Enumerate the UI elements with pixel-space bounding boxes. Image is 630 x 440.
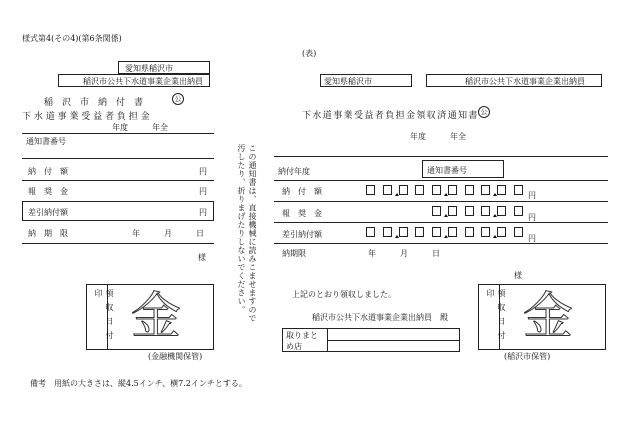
- left-row-unit: 円: [199, 187, 207, 196]
- digit-box: [497, 185, 506, 195]
- right-keep-note: (稲沢市保管): [504, 352, 551, 361]
- right-table-top: [274, 156, 608, 157]
- right-row-unit: 円: [528, 213, 536, 222]
- machine-read-note: この通知書は、直接機械に読みこませますので汚したり、折りまげたりしないでください。: [237, 144, 257, 323]
- right-table-line: [274, 201, 608, 202]
- comma-marker: [444, 193, 448, 196]
- digit-box: [448, 185, 457, 195]
- right-pref-city-box: [320, 74, 412, 87]
- right-year-label: 年度 年全: [410, 132, 466, 141]
- left-row-unit: 円: [199, 167, 207, 176]
- addressee: 稲沢市公共下水道事業企業出納員 殿: [312, 313, 448, 322]
- left-stamp-label: 領収日付印: [94, 289, 114, 345]
- right-table-bottom: [274, 243, 608, 244]
- right-table-line: [274, 180, 608, 181]
- right-issuer-box: [426, 74, 602, 87]
- digit-box: [514, 206, 523, 216]
- left-sama: 様: [198, 253, 206, 262]
- digit-box: [481, 227, 490, 237]
- right-row-label: 差引納付額: [282, 230, 322, 239]
- digit-box: [481, 185, 490, 195]
- digit-box: [497, 206, 506, 216]
- digit-box: [399, 185, 408, 195]
- digit-box: [415, 185, 424, 195]
- left-row-label: 差引納付額: [28, 208, 68, 217]
- right-copy-mark: 公: [478, 106, 490, 118]
- left-issuer-box: [58, 74, 210, 87]
- left-table-bottom: [22, 243, 214, 244]
- side-label: (表): [302, 49, 317, 58]
- comma-marker: [493, 235, 497, 238]
- comma-marker: [493, 214, 497, 217]
- left-notice-no-label: 通知書番号: [26, 137, 66, 146]
- digit-box: [432, 227, 441, 237]
- digit-box: [514, 227, 523, 237]
- branch-label: 取りまとめ店: [286, 331, 318, 351]
- left-stamp-box: [86, 284, 214, 350]
- left-pref-city: 愛知県稲沢市: [125, 64, 173, 73]
- right-title: 下水道事業受益者負担金領収済通知書: [302, 111, 479, 121]
- right-stamp-char: 金: [523, 287, 573, 345]
- left-issuer: 稲沢市公共下水道事業企業出納員: [83, 77, 203, 86]
- left-table-line: [22, 158, 214, 159]
- comma-marker: [444, 214, 448, 217]
- right-row-label: 納 付 額: [282, 187, 322, 196]
- left-deadline-date: 年 月 日: [132, 229, 204, 238]
- comma-marker: [395, 235, 399, 238]
- form-code: 様式第4(その4)(第6条関係): [22, 34, 122, 43]
- right-sama: 様: [514, 271, 522, 280]
- left-keep-note: (金融機関保管): [148, 352, 203, 361]
- right-notice-no-box: [422, 160, 504, 178]
- right-stamp-box: [478, 284, 606, 350]
- digit-box: [432, 206, 441, 216]
- digit-box: [448, 206, 457, 216]
- right-deadline-date: 年 月 日: [368, 249, 440, 258]
- left-stamp-char: 金: [131, 287, 181, 345]
- left-copy-mark: 公: [172, 93, 184, 105]
- digit-box: [383, 227, 392, 237]
- branch-divider: [327, 340, 459, 341]
- digit-box: [514, 185, 523, 195]
- right-issuer: 稲沢市公共下水道事業企業出納員: [465, 77, 585, 86]
- digit-box: [399, 227, 408, 237]
- left-table-line: [22, 180, 214, 181]
- digit-box: [448, 227, 457, 237]
- left-deadline-label: 納 期 限: [28, 229, 68, 238]
- footnote: 備考 用紙の大きさは、縦4.5インチ、横7.2インチとする。: [30, 379, 247, 388]
- digit-box: [383, 185, 392, 195]
- left-net-amount-box: [22, 201, 214, 221]
- digit-box: [366, 227, 375, 237]
- left-year-label: 年度 年全: [112, 123, 168, 132]
- right-pref-city: 愛知県稲沢市: [324, 77, 372, 86]
- left-title2: 下 水 道 事 業 受 益 者 負 担 金: [22, 112, 150, 122]
- left-row-label: 納 付 額: [28, 167, 68, 176]
- right-row-unit: 円: [528, 234, 536, 243]
- digit-box: [465, 185, 474, 195]
- right-stamp-label: 領収日付印: [486, 289, 506, 345]
- right-table-line: [274, 222, 608, 223]
- right-deadline-label: 納期限: [282, 249, 306, 258]
- left-row-unit: 円: [199, 208, 207, 217]
- digit-box: [481, 206, 490, 216]
- receipt-text: 上記のとおり領収しました。: [292, 290, 396, 299]
- left-row-label: 報 奨 金: [28, 187, 68, 196]
- comma-marker: [493, 193, 497, 196]
- branch-box: [282, 328, 460, 352]
- right-notice-no-label: 通知書番号: [427, 166, 467, 175]
- comma-marker: [444, 235, 448, 238]
- right-row-unit: 円: [528, 191, 536, 200]
- digit-box: [432, 185, 441, 195]
- digit-box: [497, 227, 506, 237]
- left-title1: 稲 沢 市 納 付 書: [44, 98, 144, 108]
- digit-box: [465, 206, 474, 216]
- digit-box: [366, 185, 375, 195]
- left-table-top: [22, 133, 214, 134]
- comma-marker: [395, 193, 399, 196]
- right-fiscal-year-label: 納付年度: [278, 167, 310, 176]
- right-row-label: 報 奨 金: [282, 209, 322, 218]
- digit-box: [465, 227, 474, 237]
- digit-box: [415, 227, 424, 237]
- left-pref-city-box: [118, 61, 210, 74]
